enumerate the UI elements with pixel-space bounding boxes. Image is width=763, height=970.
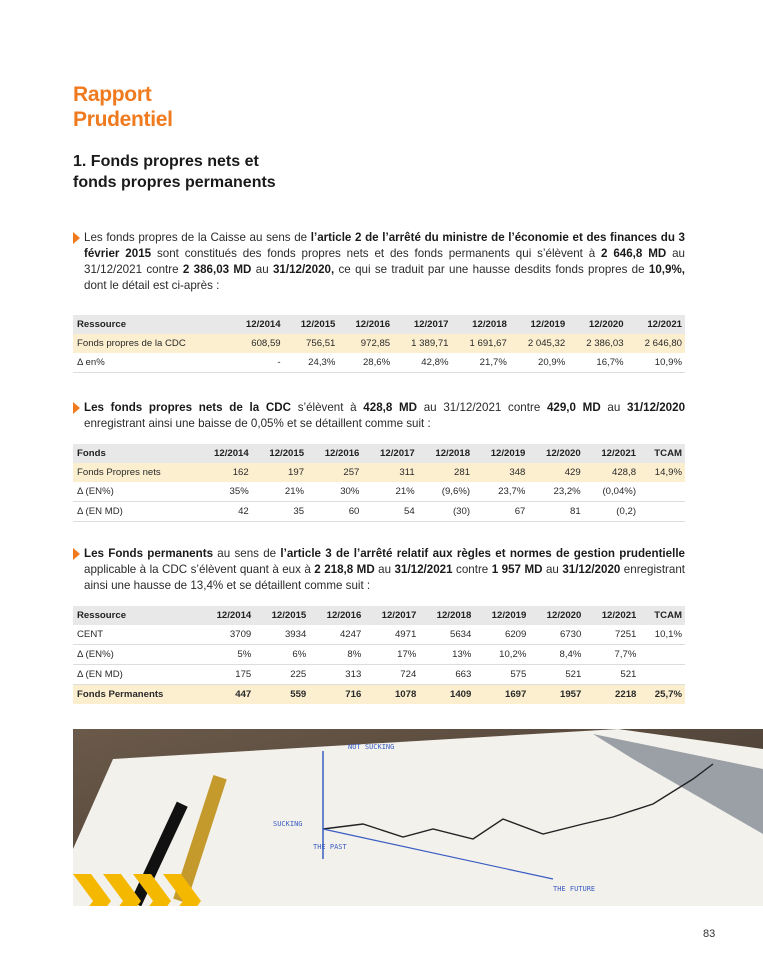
table-header-cell: 12/2021 bbox=[584, 606, 639, 625]
section-heading bbox=[73, 151, 276, 193]
table-cell: 1 389,71 bbox=[393, 334, 451, 353]
table-cell: 1 691,67 bbox=[452, 334, 510, 353]
table-cell: Δ (EN%) bbox=[73, 645, 199, 665]
table-cell: 30% bbox=[307, 482, 362, 502]
table-row bbox=[73, 353, 685, 373]
table-header-cell: 12/2017 bbox=[364, 606, 419, 625]
table-row bbox=[73, 482, 685, 502]
table-cell: 21% bbox=[252, 482, 307, 502]
table-cell: 724 bbox=[364, 665, 419, 685]
table-cell: 6209 bbox=[474, 625, 529, 645]
table-cell: (9,6%) bbox=[418, 482, 473, 502]
sketch-label-sucking: SUCKING bbox=[273, 820, 303, 828]
table-header-cell: 12/2018 bbox=[418, 444, 473, 463]
table-cell: Fonds propres de la CDC bbox=[73, 334, 229, 353]
table-cell: 175 bbox=[199, 665, 254, 685]
table-cell: 5% bbox=[199, 645, 254, 665]
sketch-label-not-sucking: NOT SUCKING bbox=[348, 743, 395, 751]
table-cell: Δ en% bbox=[73, 353, 229, 373]
bullet-arrow-icon bbox=[73, 402, 80, 414]
table-cell: 348 bbox=[473, 463, 528, 482]
table-cell: 8% bbox=[309, 645, 364, 665]
table-cell: 521 bbox=[529, 665, 584, 685]
table-header-cell: 12/2015 bbox=[252, 444, 307, 463]
table-fonds-propres bbox=[73, 315, 685, 373]
table-cell: 716 bbox=[309, 685, 364, 705]
table-cell: Fonds Propres nets bbox=[73, 463, 196, 482]
table-header-cell: 12/2019 bbox=[510, 315, 568, 334]
table-cell: 281 bbox=[418, 463, 473, 482]
title-line-1: Rapport bbox=[73, 83, 152, 106]
table-row bbox=[73, 625, 685, 645]
table-header-row bbox=[73, 444, 685, 463]
table-cell: CENT bbox=[73, 625, 199, 645]
table-header-cell: 12/2018 bbox=[419, 606, 474, 625]
sketch-label-past: THE PAST bbox=[313, 843, 347, 851]
table-cell: 8,4% bbox=[529, 645, 584, 665]
table-cell: 7,7% bbox=[584, 645, 639, 665]
table-cell: 20,9% bbox=[510, 353, 568, 373]
table-cell: 5634 bbox=[419, 625, 474, 645]
table-cell: 4971 bbox=[364, 625, 419, 645]
table-cell: 10,2% bbox=[474, 645, 529, 665]
table-header-cell: 12/2019 bbox=[473, 444, 528, 463]
table-cell: 257 bbox=[307, 463, 362, 482]
table-cell: 42 bbox=[196, 502, 251, 522]
table-header-cell: 12/2021 bbox=[627, 315, 685, 334]
table-cell: Δ (EN MD) bbox=[73, 502, 196, 522]
table-row bbox=[73, 334, 685, 353]
table-row bbox=[73, 665, 685, 685]
table-cell: 13% bbox=[419, 645, 474, 665]
table-cell: 28,6% bbox=[338, 353, 393, 373]
table-cell bbox=[639, 665, 685, 685]
table-cell: 447 bbox=[199, 685, 254, 705]
table-cell: 7251 bbox=[584, 625, 639, 645]
table-header-row bbox=[73, 606, 685, 625]
table-cell: 756,51 bbox=[284, 334, 339, 353]
paragraph-3: Les Fonds permanents au sens de l’article 3 de l’arrêté relatif aux règles et normes de gestion prudentielle applicable à la CDC s’élèvent quant à eux à 2 218,8 MD au 31/12/2021 contre 1 957 MD au 31/12/2020 enregistrant ainsi une hausse de 13,4% et se détaillent comme suit : bbox=[73, 546, 685, 594]
bullet-arrow-icon bbox=[73, 548, 80, 560]
table-header-cell: 12/2019 bbox=[474, 606, 529, 625]
table-cell bbox=[639, 645, 685, 665]
photo-sketch-graph bbox=[73, 729, 763, 906]
table-cell: 197 bbox=[252, 463, 307, 482]
table-cell: 42,8% bbox=[393, 353, 451, 373]
table-cell: (0,04%) bbox=[584, 482, 639, 502]
table-cell: 16,7% bbox=[568, 353, 626, 373]
table-header-cell: 12/2017 bbox=[362, 444, 417, 463]
table-header-row bbox=[73, 315, 685, 334]
table-cell: 608,59 bbox=[229, 334, 284, 353]
table-cell: 54 bbox=[362, 502, 417, 522]
table-header-cell: TCAM bbox=[639, 606, 685, 625]
table-header-cell: 12/2016 bbox=[338, 315, 393, 334]
table-cell: 60 bbox=[307, 502, 362, 522]
table-cell: 428,8 bbox=[584, 463, 639, 482]
table-cell: 2 646,80 bbox=[627, 334, 685, 353]
table-cell: 2 386,03 bbox=[568, 334, 626, 353]
paragraph-1: Les fonds propres de la Caisse au sens de l’article 2 de l’arrêté du ministre de l’économie et des finances du 3 février 2015 sont constitués des fonds propres nets et des fonds permanents qui s’élèvent à 2 646,8 MD au 31/12/2021 contre 2 386,03 MD au 31/12/2020, ce qui se traduit par une hausse desdits fonds propres de 10,9%, dont le détail est ci-après : bbox=[73, 230, 685, 294]
table-cell: 225 bbox=[254, 665, 309, 685]
report-title bbox=[73, 82, 173, 132]
table-fonds-propres-nets bbox=[73, 444, 685, 522]
table-header-cell: 12/2020 bbox=[568, 315, 626, 334]
table-cell: 972,85 bbox=[338, 334, 393, 353]
table-cell: 575 bbox=[474, 665, 529, 685]
table-cell: - bbox=[229, 353, 284, 373]
table-cell: 559 bbox=[254, 685, 309, 705]
table-cell: 21% bbox=[362, 482, 417, 502]
table-header-cell: Ressource bbox=[73, 315, 229, 334]
table-header-cell: 12/2014 bbox=[229, 315, 284, 334]
table-cell: 663 bbox=[419, 665, 474, 685]
table-cell: 6% bbox=[254, 645, 309, 665]
table-cell: 25,7% bbox=[639, 685, 685, 705]
table-header-cell: 12/2020 bbox=[528, 444, 583, 463]
table-header-cell: 12/2014 bbox=[196, 444, 251, 463]
table-header-cell: 12/2017 bbox=[393, 315, 451, 334]
table-cell: 1409 bbox=[419, 685, 474, 705]
bullet-arrow-icon bbox=[73, 232, 80, 244]
paragraph-2: Les fonds propres nets de la CDC s’élèvent à 428,8 MD au 31/12/2021 contre 429,0 MD au 31/12/2020 enregistrant ainsi une baisse de 0,05% et se détaillent comme suit : bbox=[73, 400, 685, 432]
table-cell: 10,1% bbox=[639, 625, 685, 645]
table-cell: 313 bbox=[309, 665, 364, 685]
table-cell bbox=[639, 482, 685, 502]
table-cell: 6730 bbox=[529, 625, 584, 645]
table-header-cell: 12/2018 bbox=[452, 315, 510, 334]
table-cell: 2218 bbox=[584, 685, 639, 705]
table-header-cell: 12/2016 bbox=[307, 444, 362, 463]
table-row bbox=[73, 502, 685, 522]
title-line-2: Prudentiel bbox=[73, 108, 173, 131]
table-cell: (0,2) bbox=[584, 502, 639, 522]
table-cell: 14,9% bbox=[639, 463, 685, 482]
table-header-cell: 12/2020 bbox=[529, 606, 584, 625]
table-cell: 10,9% bbox=[627, 353, 685, 373]
heading-line-1: 1. Fonds propres nets et bbox=[73, 153, 259, 170]
table-cell: 67 bbox=[473, 502, 528, 522]
table-header-cell: 12/2016 bbox=[309, 606, 364, 625]
table-header-cell: 12/2015 bbox=[254, 606, 309, 625]
table-row bbox=[73, 645, 685, 665]
table-cell: 2 045,32 bbox=[510, 334, 568, 353]
heading-line-2: fonds propres permanents bbox=[73, 174, 276, 191]
table-cell: 429 bbox=[528, 463, 583, 482]
table-cell: Fonds Permanents bbox=[73, 685, 199, 705]
table-cell: 23,7% bbox=[473, 482, 528, 502]
table-cell: 21,7% bbox=[452, 353, 510, 373]
table-cell: 521 bbox=[584, 665, 639, 685]
table-cell: Δ (EN%) bbox=[73, 482, 196, 502]
table-header-cell: TCAM bbox=[639, 444, 685, 463]
table-cell: 162 bbox=[196, 463, 251, 482]
table-header-cell: 12/2015 bbox=[284, 315, 339, 334]
table-cell: 4247 bbox=[309, 625, 364, 645]
table-cell: 1078 bbox=[364, 685, 419, 705]
table-cell: 3709 bbox=[199, 625, 254, 645]
table-cell: 81 bbox=[528, 502, 583, 522]
table-cell: 24,3% bbox=[284, 353, 339, 373]
table-cell: (30) bbox=[418, 502, 473, 522]
table-cell: 3934 bbox=[254, 625, 309, 645]
table-header-cell: 12/2021 bbox=[584, 444, 639, 463]
table-row bbox=[73, 685, 685, 705]
sketch-label-future: THE FUTURE bbox=[553, 885, 596, 893]
page-number: 83 bbox=[703, 928, 716, 940]
table-cell: 35% bbox=[196, 482, 251, 502]
table-cell: 35 bbox=[252, 502, 307, 522]
table-cell: Δ (EN MD) bbox=[73, 665, 199, 685]
table-cell: 23,2% bbox=[528, 482, 583, 502]
table-cell: 1957 bbox=[529, 685, 584, 705]
table-header-cell: Ressource bbox=[73, 606, 199, 625]
table-row bbox=[73, 463, 685, 482]
table-header-cell: 12/2014 bbox=[199, 606, 254, 625]
table-header-cell: Fonds bbox=[73, 444, 196, 463]
table-fonds-permanents bbox=[73, 606, 685, 704]
table-cell: 311 bbox=[362, 463, 417, 482]
table-cell: 1697 bbox=[474, 685, 529, 705]
table-cell bbox=[639, 502, 685, 522]
table-cell: 17% bbox=[364, 645, 419, 665]
